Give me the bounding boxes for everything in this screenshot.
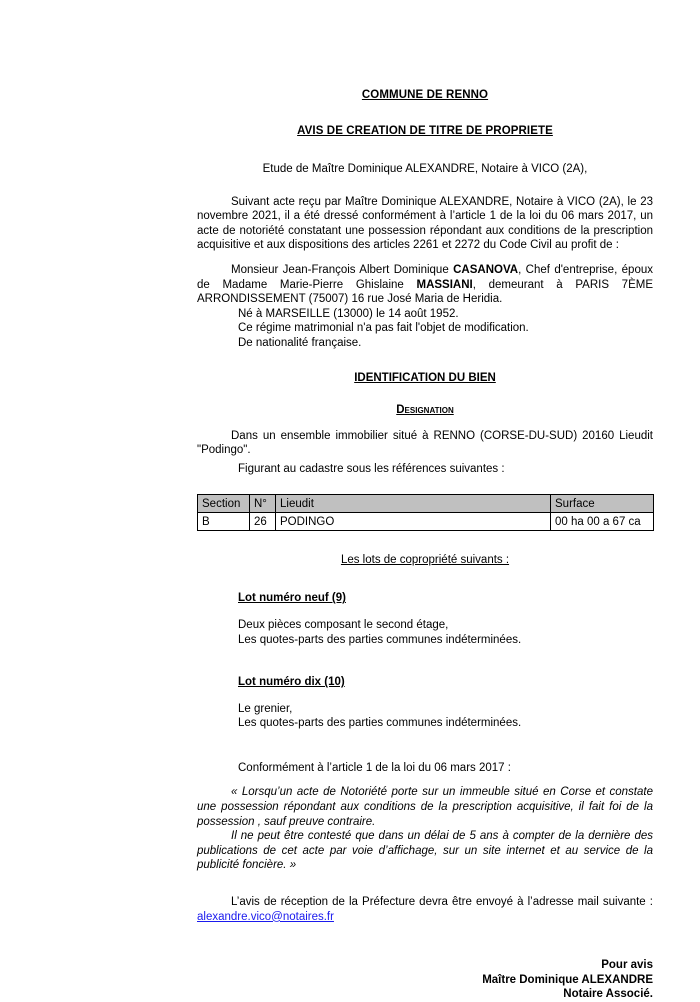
- table-header-section: Section: [198, 495, 250, 513]
- beneficiary-nationality: De nationalité française.: [238, 336, 362, 349]
- lot-nine-heading: Lot numéro neuf (9): [238, 592, 346, 605]
- signature-block: [197, 958, 653, 1002]
- lot-nine-line-1: Deux pièces composant le second étage,: [238, 618, 449, 631]
- document-content: [197, 88, 653, 1002]
- lot-ten-heading: Lot numéro dix (10): [238, 676, 345, 689]
- signature-line-role: Notaire Associé.: [563, 988, 653, 1001]
- table-header-row: [198, 495, 654, 513]
- signature-line-name: Maître Dominique ALEXANDRE: [482, 973, 653, 986]
- page-subtitle-avis-text: AVIS DE CREATION DE TITRE DE PROPRIETE: [297, 125, 553, 137]
- designation-paragraph: Dans un ensemble immobilier situé à RENNO (CORSE-DU-SUD) 20160 Lieudit "Podingo".: [197, 429, 653, 457]
- section-heading-designation-text: Designation: [396, 403, 454, 416]
- lot-nine-line-2: Les quotes-parts des parties communes indéterminées.: [238, 633, 522, 646]
- cadastre-table: [197, 494, 654, 531]
- beneficiary-birth: Né à MARSEILLE (13000) le 14 août 1952.: [238, 307, 459, 320]
- spouse-surname: MASSIANI: [416, 278, 473, 291]
- lots-heading-text: Les lots de copropriété suivants :: [340, 554, 510, 567]
- table-header-surface: Surface: [551, 495, 654, 513]
- email-link[interactable]: alexandre.vico@notaires.fr: [197, 910, 334, 923]
- law-quote-paragraph-1: « Lorsqu’un acte de Notoriété porte sur un immeuble situé en Corse et constate une possession répondant aux conditions de la prescription acquisitive, il fait foi de la possession , sauf preuve contraire.: [197, 786, 653, 828]
- table-header-numero: N°: [250, 495, 276, 513]
- table-row: [198, 513, 654, 531]
- lot-ten-line-2: Les quotes-parts des parties communes indéterminées.: [238, 717, 522, 730]
- page-title-commune: [197, 88, 653, 102]
- cell-numero: 26: [250, 513, 276, 531]
- beneficiary-prefix: Monsieur Jean-François Albert Dominique: [231, 263, 454, 276]
- lot-block-ten: [197, 675, 653, 731]
- cell-section: B: [198, 513, 250, 531]
- beneficiary-middle: , Chef d'entreprise, époux de Madame Marie-Pierre Ghislaine: [197, 263, 653, 291]
- lot-ten-line-1: Le grenier,: [238, 702, 293, 715]
- beneficiary-address: , demeurant à PARIS 7ÈME ARRONDISSEMENT (75007) 16 rue José Maria de Heridia.: [197, 278, 653, 306]
- table-header-lieudit: Lieudit: [276, 495, 551, 513]
- beneficiary-identity: [197, 263, 653, 307]
- cadastre-intro: Figurant au cadastre sous les références suivantes :: [238, 462, 505, 475]
- section-heading-designation: [197, 403, 653, 417]
- page-title-commune-text: COMMUNE DE RENNO: [361, 89, 489, 101]
- page-subtitle-avis: [197, 124, 653, 138]
- conformity-intro: Conformément à l’article 1 de la loi du 06 mars 2017 :: [238, 761, 511, 774]
- law-quote-paragraph-2: Il ne peut être contesté que dans un délai de 5 ans à compter de la dernière des publications de cet acte par voie d’affichage, sur un site internet et au service de la publicité foncière. »: [197, 830, 653, 872]
- beneficiary-matrimonial: Ce régime matrimonial n'a pas fait l'objet de modification.: [238, 322, 529, 335]
- intro-paragraph: Suivant acte reçu par Maître Dominique ALEXANDRE, Notaire à VICO (2A), le 23 novembre 2021, il a été dressé conformément à l’article 1 de la loi du 06 mars 2017, un acte de notoriété constatant une possession répondant aux conditions de la prescription acquisitive et aux dispositions des articles 2261 et 2272 du Code Civil au profit de :: [197, 195, 653, 252]
- signature-line-pour-avis: Pour avis: [601, 959, 653, 972]
- lot-block-nine: [197, 591, 653, 647]
- cell-lieudit: PODINGO: [276, 513, 551, 531]
- beneficiary-details: [197, 307, 653, 351]
- beneficiary-surname: CASANOVA: [453, 263, 519, 276]
- etude-line: Etude de Maître Dominique ALEXANDRE, Notaire à VICO (2A),: [262, 163, 588, 175]
- section-heading-identification: [197, 371, 653, 385]
- cell-surface: 00 ha 00 a 67 ca: [551, 513, 654, 531]
- section-heading-identification-text: IDENTIFICATION DU BIEN: [354, 371, 496, 384]
- prefecture-text: L’avis de réception de la Préfecture devra être envoyé à l’adresse mail suivante :: [231, 896, 653, 909]
- prefecture-paragraph: [197, 895, 653, 924]
- lots-heading: [197, 553, 653, 567]
